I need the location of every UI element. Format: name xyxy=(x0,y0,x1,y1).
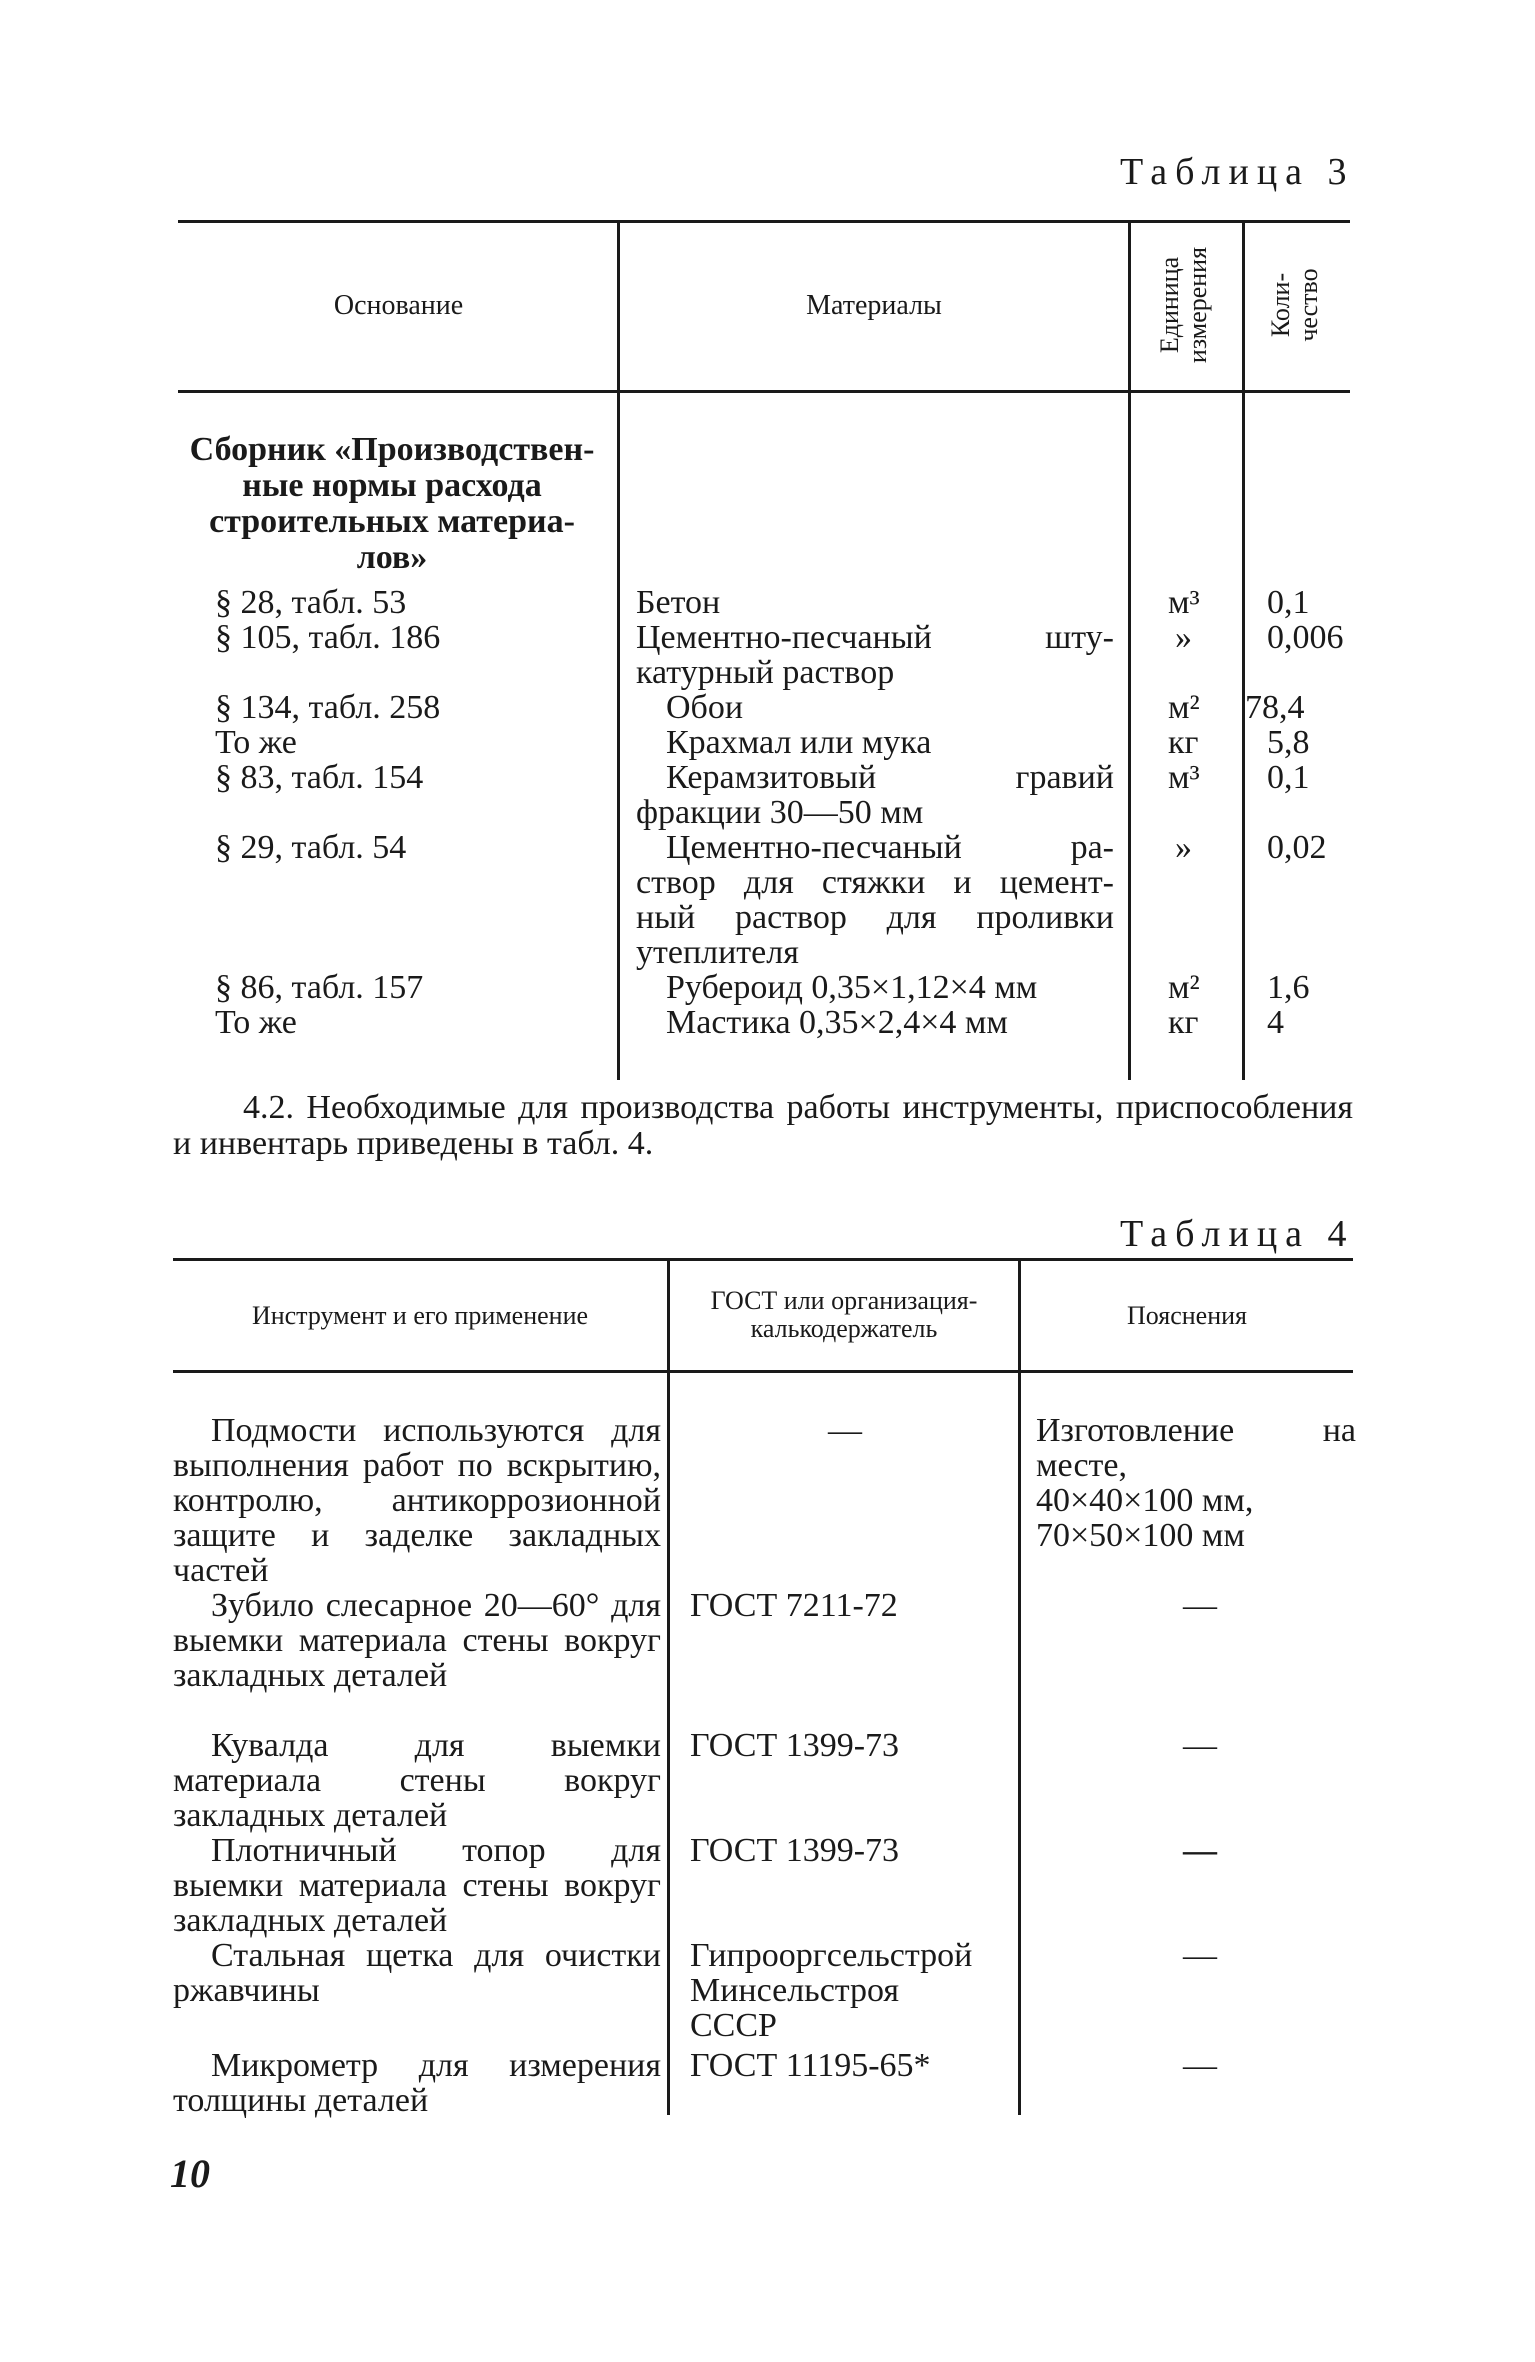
table4-note-cell: 40×40×100 мм, xyxy=(1036,1482,1254,1519)
table4-tool-cell: Зубило слесарное 20—60° для выемки материала стены вокруг закладных деталей xyxy=(173,1587,661,1694)
table4-gost-cell: СССР xyxy=(690,2007,777,2044)
table3-qty-cell: 1,6 xyxy=(1267,969,1310,1006)
table3-basis-cell: § 28, табл. 53 xyxy=(215,584,407,621)
table4-gost-cell: ГОСТ 11195-65* xyxy=(690,2047,931,2084)
table3-qty-cell: 0,006 xyxy=(1267,619,1344,656)
table4-tool-cell: Кувалда для выемки материала стены вокруг закладных деталей xyxy=(173,1727,661,1834)
table4-note-cell: 70×50×100 мм xyxy=(1036,1517,1245,1554)
table3-col-divider xyxy=(1242,222,1245,1080)
table3-basis-cell: § 83, табл. 154 xyxy=(215,759,424,796)
table3-qty-cell: 0,1 xyxy=(1267,584,1310,621)
table3-header-materials: Материалы xyxy=(806,290,942,321)
table3-col-divider xyxy=(617,222,620,1080)
table4-note-cell: — xyxy=(1183,1832,1217,1869)
table3-material-cell: Бетон xyxy=(636,584,721,621)
table3-material-cell: Цементно-песчаный шту- xyxy=(636,619,1114,656)
table4-gost-cell: ГОСТ 7211-72 xyxy=(690,1587,898,1624)
table3-material-cell: Рубероид 0,35×1,12×4 мм xyxy=(666,969,1038,1006)
table4-note-cell: — xyxy=(1183,1587,1217,1624)
table4-gost-cell: — xyxy=(828,1412,862,1449)
table4-top-rule xyxy=(173,1258,1353,1261)
table4-note-cell: — xyxy=(1183,1727,1217,1764)
table3-unit-cell: м² xyxy=(1168,969,1200,1006)
table4-header-tool: Инструмент и его применение xyxy=(251,1301,589,1330)
table4-caption: Таблица 4 xyxy=(1120,1213,1355,1255)
table3-header-rule xyxy=(178,390,1350,393)
table3-qty-cell: 0,02 xyxy=(1267,829,1327,866)
table4-tool-cell: Микрометр для измерения толщины деталей xyxy=(173,2047,661,2119)
table4-note-cell: — xyxy=(1183,1937,1217,1974)
table3-unit-cell: » xyxy=(1175,829,1192,866)
table3-basis-cell: То же xyxy=(215,724,297,761)
table3-qty-cell: 4 xyxy=(1267,1004,1284,1041)
table3-qty-cell: 0,1 xyxy=(1267,759,1310,796)
table4-header-notes: Пояснения xyxy=(1126,1301,1248,1330)
table4-gost-cell: Минсельстроя xyxy=(690,1972,900,2009)
table3-unit-cell: м² xyxy=(1168,689,1200,726)
table3-basis-cell: § 105, табл. 186 xyxy=(215,619,441,656)
table3-unit-cell: кг xyxy=(1168,1004,1199,1041)
table4-gost-cell: ГОСТ 1399-73 xyxy=(690,1832,900,1869)
table3-material-cell: фракции 30—50 мм xyxy=(636,794,924,831)
table4-col-divider xyxy=(667,1260,670,2115)
table3-material-cell: катурный раствор xyxy=(636,654,895,691)
table4-note-cell: — xyxy=(1183,2047,1217,2084)
table3-header-basis: Основание xyxy=(333,290,464,321)
table3-material-cell: Мастика 0,35×2,4×4 мм xyxy=(666,1004,1008,1041)
table3-caption: Таблица 3 xyxy=(1120,151,1355,193)
table3-top-rule xyxy=(178,220,1350,223)
table3-header-unit: Единица измерения xyxy=(1155,246,1212,364)
table3-unit-cell: » xyxy=(1175,619,1192,656)
table3-material-cell: створ для стяжки и цемент- xyxy=(636,864,1114,901)
table4-col-divider xyxy=(1018,1260,1021,2115)
table3-material-cell: Обои xyxy=(666,689,744,726)
table4-tool-cell: Подмости используются для выполнения работ по вскрытию, контролю, антикоррозионной защите и заделке закладных частей xyxy=(173,1412,661,1589)
table4-note-cell: Изготовление на xyxy=(1036,1412,1356,1449)
table3-basis-cell: § 134, табл. 258 xyxy=(215,689,441,726)
table4-tool-cell: Плотничный топор для выемки материала стены вокруг закладных деталей xyxy=(173,1832,661,1939)
table3-material-cell: Цементно-песчаный ра- xyxy=(666,829,1114,866)
table3-unit-cell: м³ xyxy=(1168,759,1200,796)
table3-material-cell: Керамзитовый гравий xyxy=(666,759,1114,796)
table4-tool-cell: Стальная щетка для очистки ржавчины xyxy=(173,1937,661,2009)
table3-material-cell: утеплителя xyxy=(636,934,799,971)
table3-unit-cell: м³ xyxy=(1168,584,1200,621)
table4-gost-cell: Гипрооргсельстрой xyxy=(690,1937,973,1974)
table3-basis-cell: § 86, табл. 157 xyxy=(215,969,424,1006)
table3-material-cell: Крахмал или мука xyxy=(666,724,932,761)
table3-material-cell: ный раствор для проливки xyxy=(636,899,1114,936)
table3-basis-cell: § 29, табл. 54 xyxy=(215,829,407,866)
paragraph-4-2: 4.2. Необходимые для производства работы инструменты, приспособления и инвентарь приведены в табл. 4. xyxy=(173,1089,1353,1162)
table4-header-rule xyxy=(173,1370,1353,1373)
table4-header-gost: ГОСТ или организация- калькодержатель xyxy=(710,1286,978,1343)
table3-basis-cell: То же xyxy=(215,1004,297,1041)
table3-col-divider xyxy=(1128,222,1131,1080)
table3-qty-cell: 5,8 xyxy=(1267,724,1310,761)
table4-gost-cell: ГОСТ 1399-73 xyxy=(690,1727,900,1764)
table3-header-qty: Коли- чество xyxy=(1266,268,1323,342)
table3-qty-cell: 78,4 xyxy=(1245,689,1305,726)
page-number: 10 xyxy=(170,2151,210,2196)
table4-note-cell: месте, xyxy=(1036,1447,1127,1484)
table3-source: Сборник «Производствен- ные нормы расхода строительных материа- лов» xyxy=(189,431,595,576)
table3-unit-cell: кг xyxy=(1168,724,1199,761)
